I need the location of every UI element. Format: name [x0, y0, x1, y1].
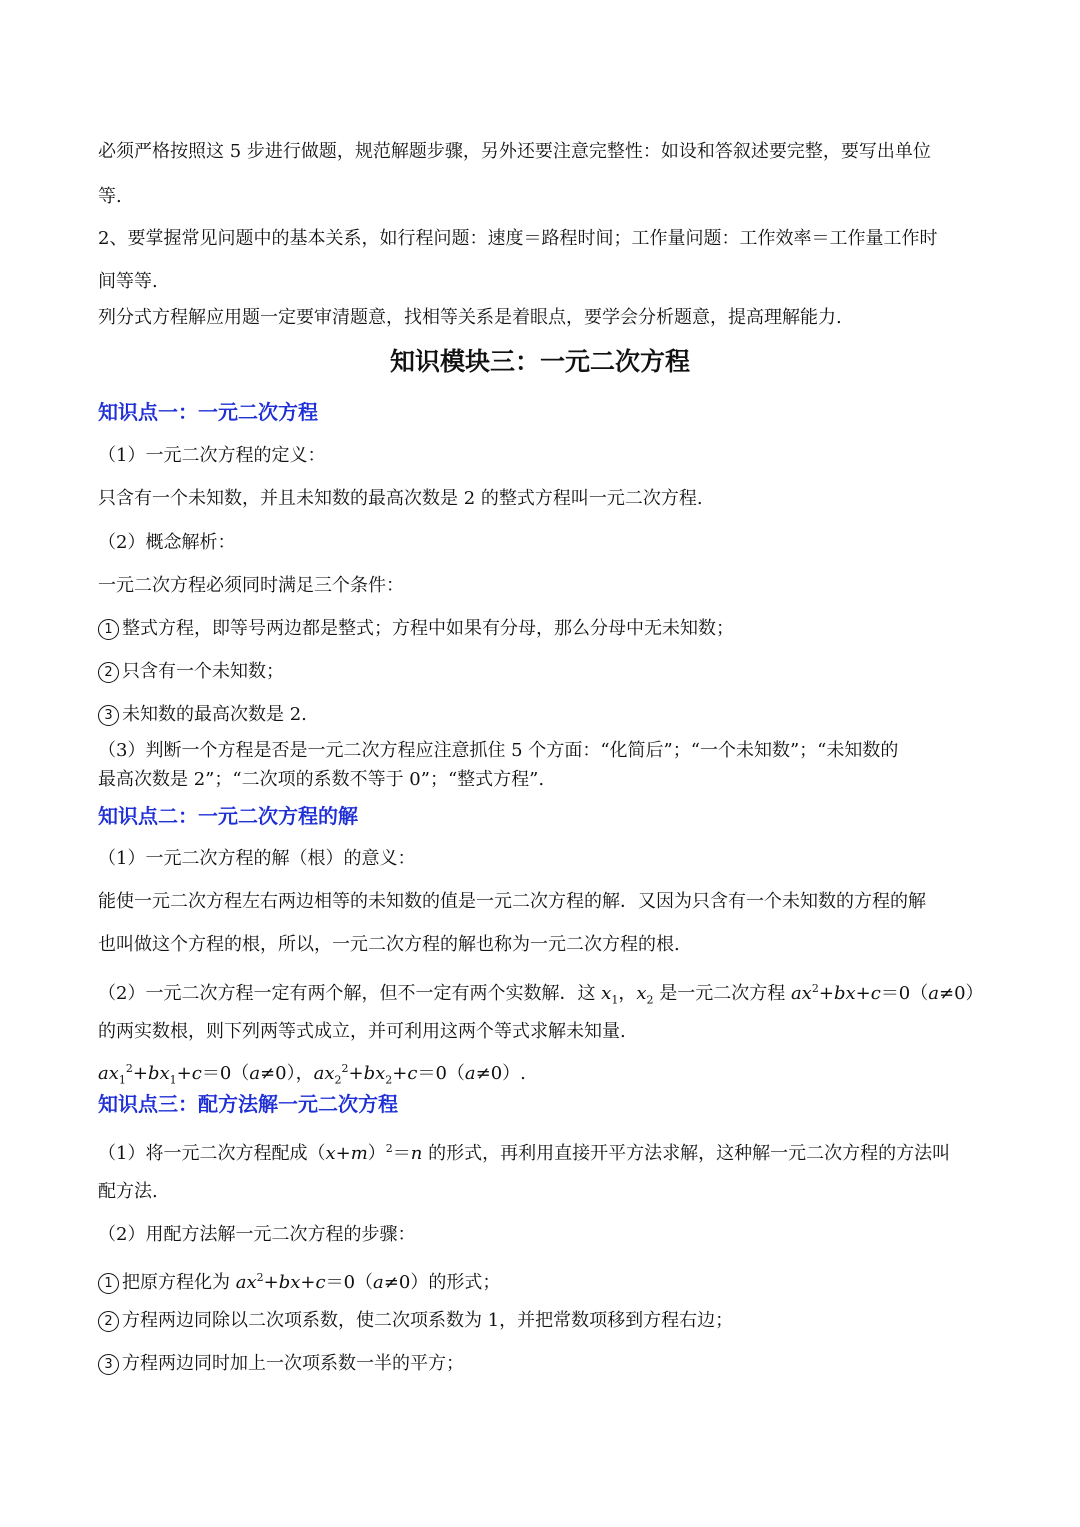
kp1-definition-label: （1）一元二次方程的定义： [98, 445, 326, 466]
kp3-step-1: 1 把原方程化为 $ax^2+bx+c=0(a\ne 0)$的形式； [98, 1266, 984, 1295]
circled-number-1: 1 [98, 619, 119, 640]
circled-number-1: 1 [98, 1273, 119, 1294]
kp1-concept-label: （2）概念解析： [98, 532, 236, 553]
circled-number-2: 2 [98, 662, 119, 683]
condition-1-text: 整式方程，即等号两边都是整式；方程中如果有分母，那么分母中无未知数； [122, 618, 734, 639]
kp2-roots-line-2: 的两实数根，则下列两等式成立，并可利用这两个等式求解未知量. [98, 1021, 626, 1042]
circled-number-3: 3 [98, 1354, 119, 1375]
intro-paragraph-1-line-2: 等. [98, 186, 122, 207]
circled-number-3: 3 [98, 705, 119, 726]
kp1-judge-line-1: （3）判断一个方程是否是一元二次方程应注意抓住 5 个方面：“化简后”；“一个未知数”；“未知数的 [98, 740, 899, 761]
kp3-item-1-line-1: （1）将一元二次方程配成$(x+m)^2=n$ 的形式，再利用直接开平方法求解，这种解一元二次方程的方法叫 [98, 1142, 951, 1164]
kp2-meaning-label: （1）一元二次方程的解（根）的意义： [98, 848, 416, 869]
kp1-condition-3 [98, 703, 984, 727]
item1-text-a: （1）将一元二次方程配成（ [98, 1143, 326, 1164]
kp1-conditions-intro: 一元二次方程必须同时满足三个条件： [98, 575, 404, 596]
kp2-root-equations: $ax_1^2+bx_1+c=0(a\ne 0)$，$ax_2^2+bx_2+c=0(a\ne 0)$. [98, 1062, 526, 1087]
module-title: 知识模块三：一元二次方程 [389, 347, 690, 376]
kp2-roots-line-1: （2）一元二次方程一定有两个解，但不一定有两个实数解．这 $x_1$，$x_2$ 是一元二次方程 $ax^2+bx+c=0(a\ne 0)$ [98, 982, 984, 1007]
condition-2-text: 只含有一个未知数； [122, 661, 284, 682]
item1-text-b: 的形式，再利用直接开平方法求解，这种解一元二次方程的方法叫 [428, 1143, 951, 1164]
roots-text-a: （2）一元二次方程一定有两个解，但不一定有两个实数解．这 [98, 983, 602, 1004]
intro-paragraph-2-line-2: 间等等. [98, 271, 158, 292]
circled-number-2: 2 [98, 1311, 119, 1332]
kp3-item-1-line-2: 配方法. [98, 1181, 158, 1202]
condition-3-text: 未知数的最高次数是 2. [122, 704, 307, 725]
step-2-text: 方程两边同除以二次项系数，使二次项系数为 1，并把常数项移到方程右边； [122, 1310, 734, 1331]
intro-paragraph-1-line-1: 必须严格按照这 5 步进行做题，规范解题步骤，另外还要注意完整性：如设和答叙述要完整，要写出单位 [98, 141, 931, 162]
step1-text-a: 把原方程化为 [122, 1272, 236, 1293]
kp1-heading: 知识点一：一元二次方程 [98, 400, 318, 424]
kp3-step-2 [98, 1309, 984, 1333]
kp3-step-3 [98, 1352, 984, 1376]
general-equation: $ax^2+bx+c=0(a\ne 0)$ [790, 982, 984, 1004]
kp1-definition-text: 只含有一个未知数，并且未知数的最高次数是 2 的整式方程叫一元二次方程. [98, 488, 703, 509]
kp2-meaning-line-1: 能使一元二次方程左右两边相等的未知数的值是一元二次方程的解．又因为只含有一个未知数的方程的解 [98, 891, 926, 912]
kp2-meaning-line-2: 也叫做这个方程的根，所以，一元二次方程的解也称为一元二次方程的根. [98, 934, 680, 955]
intro-paragraph-2-line-1: 2、要掌握常见问题中的基本关系，如行程问题：速度＝路程时间；工作量问题：工作效率＝工作量工作时 [98, 228, 938, 249]
step1-text-b: 的形式； [428, 1272, 501, 1293]
kp3-steps-label: （2）用配方法解一元二次方程的步骤： [98, 1224, 416, 1245]
kp1-judge-line-2: 最高次数是 2”；“二次项的系数不等于 0”；“整式方程”. [98, 769, 545, 790]
roots-text-b: 是一元二次方程 [659, 983, 791, 1004]
step-3-text: 方程两边同时加上一次项系数一半的平方； [122, 1353, 464, 1374]
kp1-condition-2 [98, 660, 984, 684]
kp3-heading: 知识点三：配方法解一元二次方程 [98, 1092, 398, 1116]
intro-paragraph-3: 列分式方程解应用题一定要审清题意，找相等关系是着眼点，要学会分析题意，提高理解能力. [98, 307, 842, 328]
kp2-heading: 知识点二：一元二次方程的解 [98, 804, 358, 828]
kp1-condition-1 [98, 617, 984, 641]
